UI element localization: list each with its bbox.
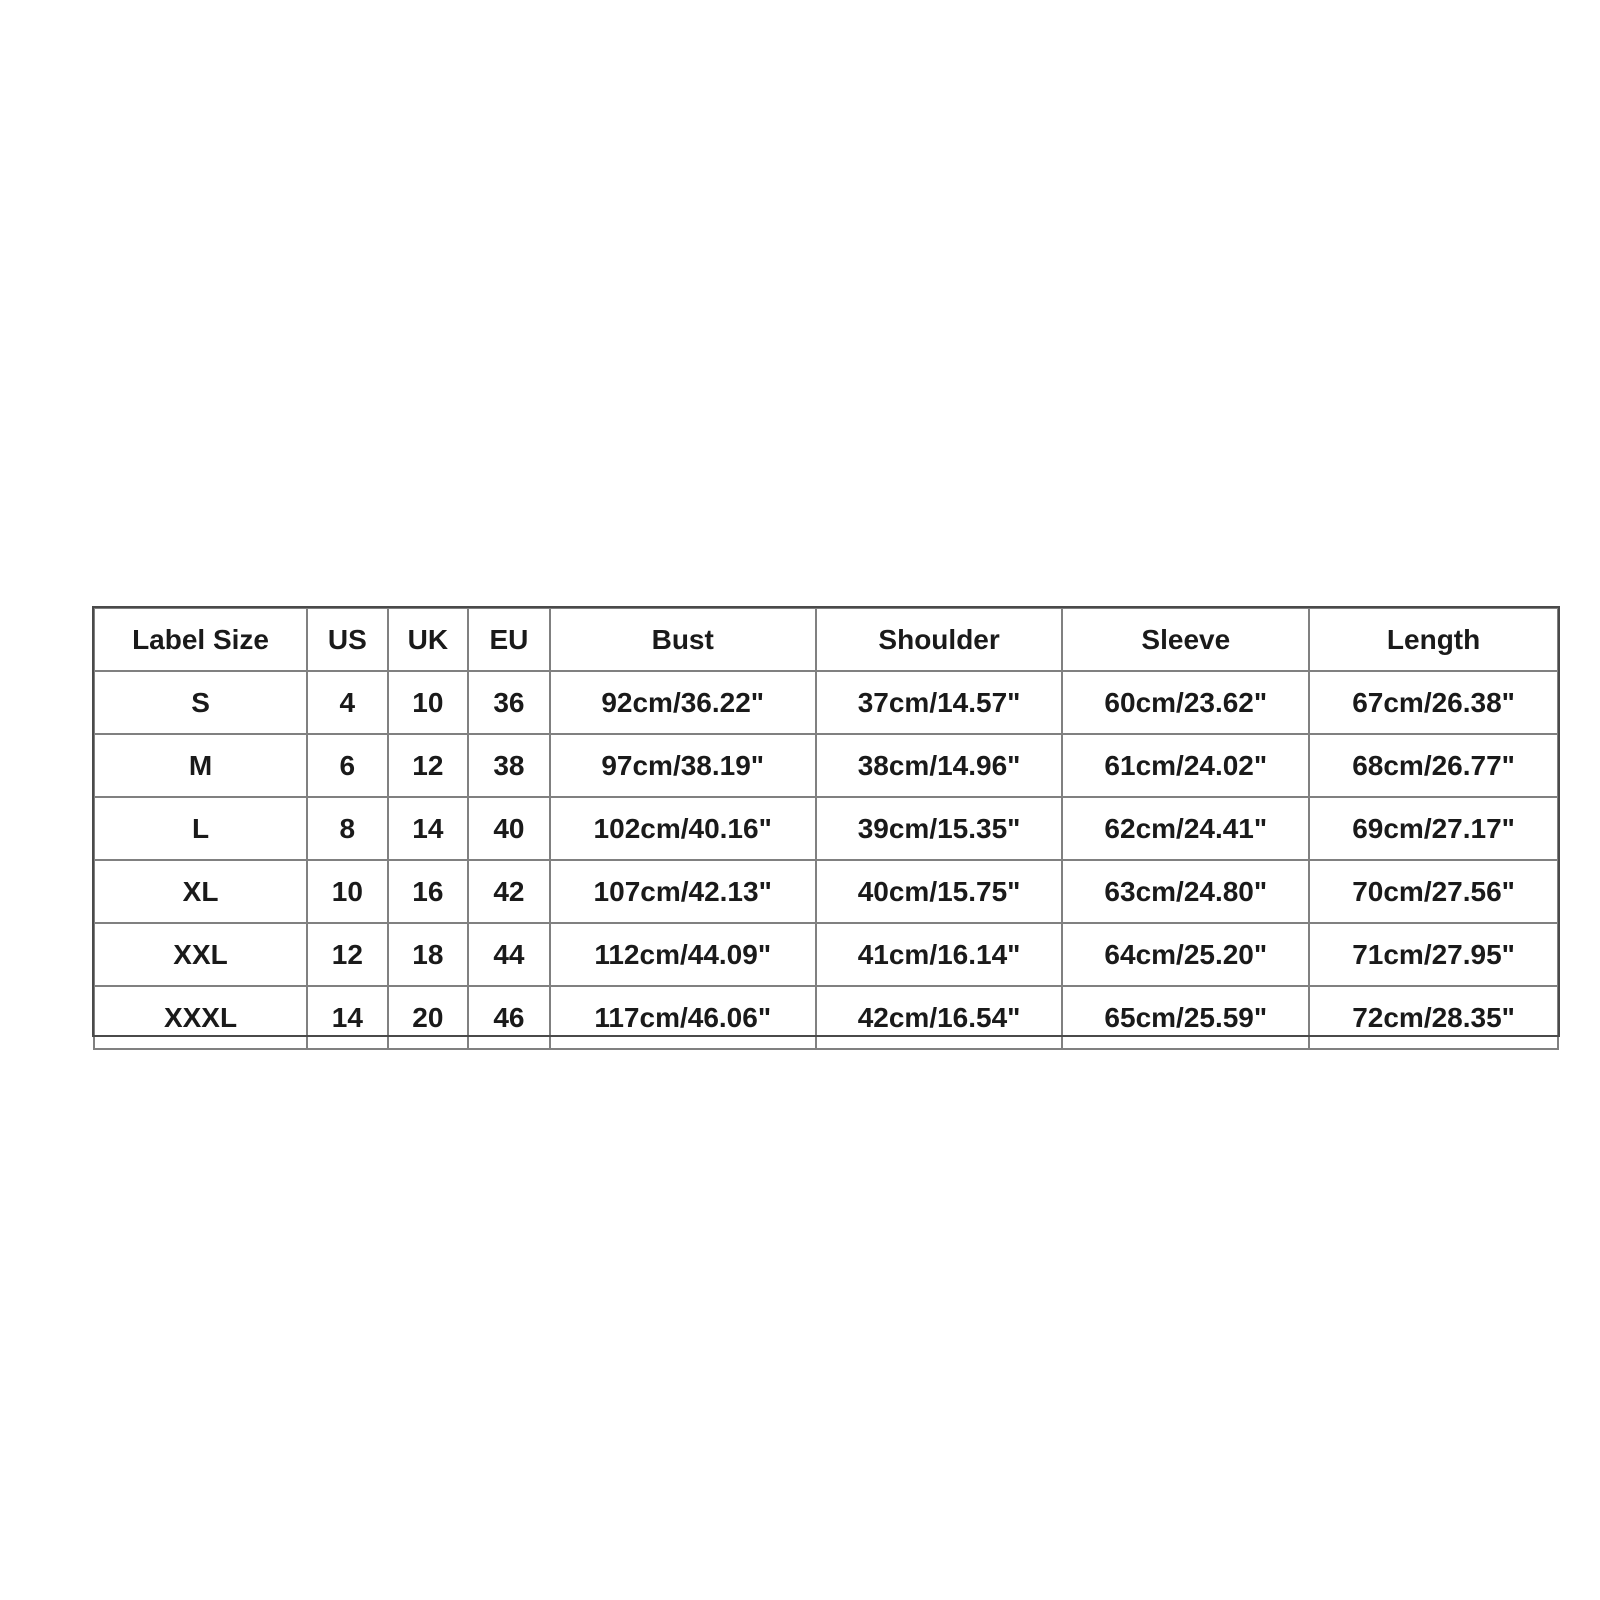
cell-bust: 97cm/38.19"	[550, 734, 816, 797]
cell-us: 8	[307, 797, 388, 860]
table-row	[94, 797, 1558, 860]
cell-eu: 46	[468, 986, 550, 1049]
cell-label-size: M	[94, 734, 307, 797]
cell-length: 72cm/28.35"	[1309, 986, 1558, 1049]
header-shoulder: Shoulder	[816, 608, 1063, 671]
cell-shoulder: 41cm/16.14"	[816, 923, 1063, 986]
cell-sleeve: 65cm/25.59"	[1062, 986, 1309, 1049]
header-bust: Bust	[550, 608, 816, 671]
cell-eu: 40	[468, 797, 550, 860]
cell-label-size: XXXL	[94, 986, 307, 1049]
cell-bust: 107cm/42.13"	[550, 860, 816, 923]
cell-eu: 36	[468, 671, 550, 734]
cell-sleeve: 60cm/23.62"	[1062, 671, 1309, 734]
header-length: Length	[1309, 608, 1558, 671]
cell-us: 6	[307, 734, 388, 797]
cell-eu: 42	[468, 860, 550, 923]
cell-length: 67cm/26.38"	[1309, 671, 1558, 734]
table-row	[94, 671, 1558, 734]
cell-length: 70cm/27.56"	[1309, 860, 1558, 923]
header-row	[94, 608, 1558, 671]
header-label-size: Label Size	[94, 608, 307, 671]
cell-sleeve: 63cm/24.80"	[1062, 860, 1309, 923]
cell-length: 68cm/26.77"	[1309, 734, 1558, 797]
cell-sleeve: 64cm/25.20"	[1062, 923, 1309, 986]
cell-bust: 102cm/40.16"	[550, 797, 816, 860]
cell-bust: 92cm/36.22"	[550, 671, 816, 734]
cell-shoulder: 42cm/16.54"	[816, 986, 1063, 1049]
cell-eu: 44	[468, 923, 550, 986]
cell-uk: 10	[388, 671, 469, 734]
cell-us: 14	[307, 986, 388, 1049]
cell-label-size: XL	[94, 860, 307, 923]
cell-shoulder: 38cm/14.96"	[816, 734, 1063, 797]
table-row	[94, 860, 1558, 923]
cell-shoulder: 40cm/15.75"	[816, 860, 1063, 923]
cell-length: 71cm/27.95"	[1309, 923, 1558, 986]
cell-us: 4	[307, 671, 388, 734]
table-row	[94, 734, 1558, 797]
size-chart-table	[93, 607, 1559, 1050]
cell-shoulder: 37cm/14.57"	[816, 671, 1063, 734]
cell-us: 12	[307, 923, 388, 986]
cell-uk: 12	[388, 734, 469, 797]
cell-sleeve: 62cm/24.41"	[1062, 797, 1309, 860]
table-row	[94, 923, 1558, 986]
cell-sleeve: 61cm/24.02"	[1062, 734, 1309, 797]
cell-label-size: L	[94, 797, 307, 860]
cell-label-size: S	[94, 671, 307, 734]
cell-bust: 112cm/44.09"	[550, 923, 816, 986]
header-sleeve: Sleeve	[1062, 608, 1309, 671]
header-uk: UK	[388, 608, 469, 671]
cell-uk: 18	[388, 923, 469, 986]
cell-us: 10	[307, 860, 388, 923]
cell-label-size: XXL	[94, 923, 307, 986]
cell-shoulder: 39cm/15.35"	[816, 797, 1063, 860]
header-eu: EU	[468, 608, 550, 671]
header-us: US	[307, 608, 388, 671]
cell-uk: 14	[388, 797, 469, 860]
cell-bust: 117cm/46.06"	[550, 986, 816, 1049]
cell-length: 69cm/27.17"	[1309, 797, 1558, 860]
cell-eu: 38	[468, 734, 550, 797]
cell-uk: 16	[388, 860, 469, 923]
cell-uk: 20	[388, 986, 469, 1049]
table-row	[94, 986, 1558, 1049]
